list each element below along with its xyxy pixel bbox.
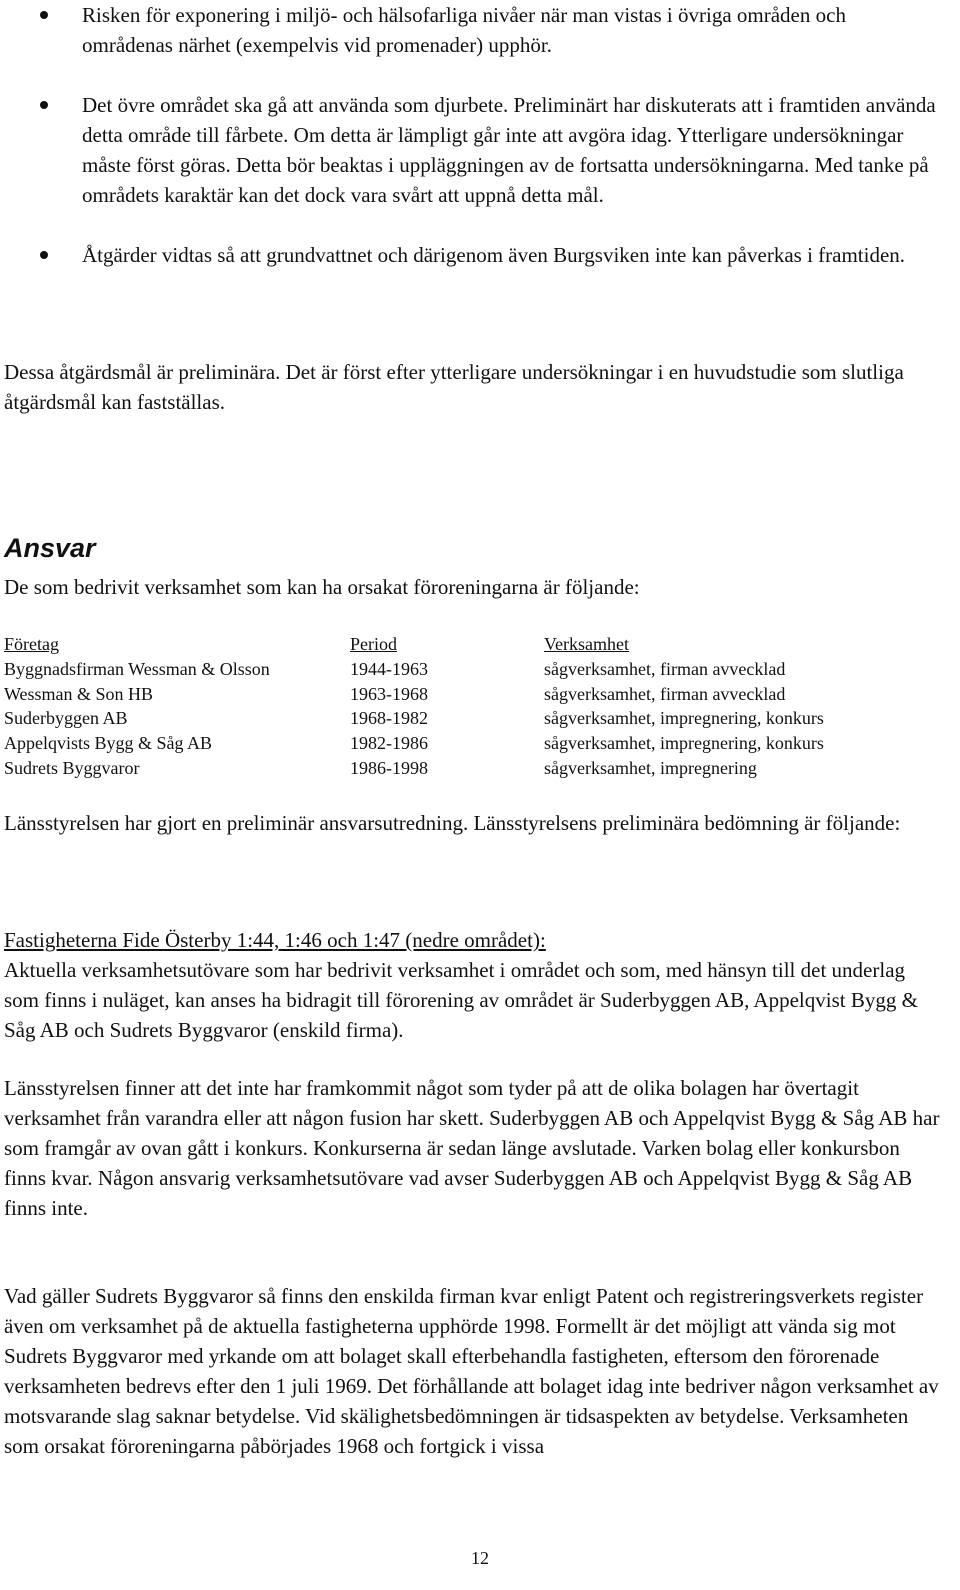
period-cell: 1986-1998 <box>350 757 428 778</box>
period-cell: 1982-1986 <box>350 733 428 754</box>
preliminary-note: Dessa åtgärdsmål är preliminära. Det är först efter ytterligare undersökningar i en huvudstudie som slutliga åtgärdsmål kan fastställas. <box>4 360 904 414</box>
period-cell: 1968-1982 <box>350 708 428 729</box>
bullet-icon <box>40 251 48 259</box>
table-row <box>4 731 904 756</box>
property-heading: Fastigheterna Fide Österby 1:44, 1:46 och 1:47 (nedre området): <box>4 928 546 952</box>
bullet-item <box>0 0 940 60</box>
operator-table <box>4 632 904 781</box>
bullet-text: Åtgärder vidtas så att grundvattnet och därigenom även Burgsviken inte kan påverkas i framtiden. <box>82 243 906 267</box>
company-cell: Byggnadsfirman Wessman & Olsson <box>4 658 270 679</box>
table-row <box>4 756 904 781</box>
activity-cell: sågverksamhet, impregnering <box>544 757 757 778</box>
company-cell: Suderbyggen AB <box>4 708 128 729</box>
activity-cell: sågverksamhet, impregnering, konkurs <box>544 733 824 754</box>
activity-cell: sågverksamhet, firman avvecklad <box>544 683 786 704</box>
bullet-text: Risken för exponering i miljö- och hälsofarliga nivåer när man vistas i övriga områden och områdenas närhet (exempelvis vid promenader) upphör. <box>82 3 846 57</box>
column-header-company: Företag <box>4 634 59 654</box>
section-title: Ansvar <box>4 533 96 563</box>
company-cell: Sudrets Byggvaror <box>4 757 140 778</box>
table-header-row <box>4 632 904 657</box>
takeover-paragraph: Länsstyrelsen finner att det inte har framkommit något som tyder på att de olika bolagen har övertagit verksamhet från varandra eller att någon fusion har skett. Suderbyggen AB och Appelqvist Bygg & Såg AB har som framgår av ovan gått i konkurs. Konkurserna är sedan länge avslutade. Varken bolag eller konkursbon finns kvar. Någon ansvarig verksamhetsutövare vad avser Suderbyggen AB och Appelqvist Bygg & Såg AB finns inte. <box>4 1076 940 1220</box>
bullet-icon <box>40 11 48 19</box>
column-header-activity: Verksamhet <box>544 634 629 654</box>
company-cell: Wessman & Son HB <box>4 683 154 704</box>
activity-cell: sågverksamhet, impregnering, konkurs <box>544 708 824 729</box>
bullet-item <box>0 90 940 210</box>
goal-bullet-list <box>0 0 940 300</box>
activity-cell: sågverksamhet, firman avvecklad <box>544 658 786 679</box>
property-section <box>4 925 940 1045</box>
bullet-item <box>0 240 940 270</box>
section-intro: De som bedrivit verksamhet som kan ha orsakat föroreningarna är följande: <box>4 575 640 599</box>
bullet-text: Det övre området ska gå att använda som djurbete. Preliminärt har diskuterats att i framtiden använda detta område till fårbete. Om detta är lämpligt går inte att avgöra idag. Ytterligare undersökningar måste först göras. Detta bör beaktas i uppläggningen av de fortsatta undersökningarna. Med tanke på områdets karaktär kan det dock vara svårt att uppnå detta mål. <box>82 93 936 207</box>
table-row <box>4 682 904 707</box>
period-cell: 1944-1963 <box>350 658 428 679</box>
period-cell: 1963-1968 <box>350 683 428 704</box>
sudrets-paragraph: Vad gäller Sudrets Byggvaror så finns den enskilda firman kvar enligt Patent och registreringsverkets register även om verksamhet på de aktuella fastigheterna upphörde 1998. Formellt är det möjligt att vända sig mot Sudrets Byggvaror med yrkande om att bolaget skall efterbehandla fastigheten, eftersom den förorenade verksamheten bedrevs efter den 1 juli 1969. Det förhållande att bolaget idag inte bedriver någon verksamhet av motsvarande slag saknar betydelse. Vid skälighetsbedömningen är tidsaspekten av betydelse. Verksamheten som orsakat föroreningarna påbörjades 1968 och fortgick i vissa <box>4 1284 939 1458</box>
bullet-icon <box>40 101 48 109</box>
table-row <box>4 657 904 682</box>
column-header-period: Period <box>350 634 397 654</box>
property-text: Aktuella verksamhetsutövare som har bedrivit verksamhet i området och som, med hänsyn till det underlag som finns i nuläget, kan anses ha bidragit till förorening av området är Suderbyggen AB, Appelqvist Bygg & Såg AB och Sudrets Byggvaror (enskild firma). <box>4 958 918 1042</box>
page-number: 12 <box>471 1548 489 1568</box>
assessment-intro: Länsstyrelsen har gjort en preliminär ansvarsutredning. Länsstyrelsens preliminära bedömning är följande: <box>4 811 901 835</box>
table-row <box>4 706 904 731</box>
company-cell: Appelqvists Bygg & Såg AB <box>4 733 213 754</box>
